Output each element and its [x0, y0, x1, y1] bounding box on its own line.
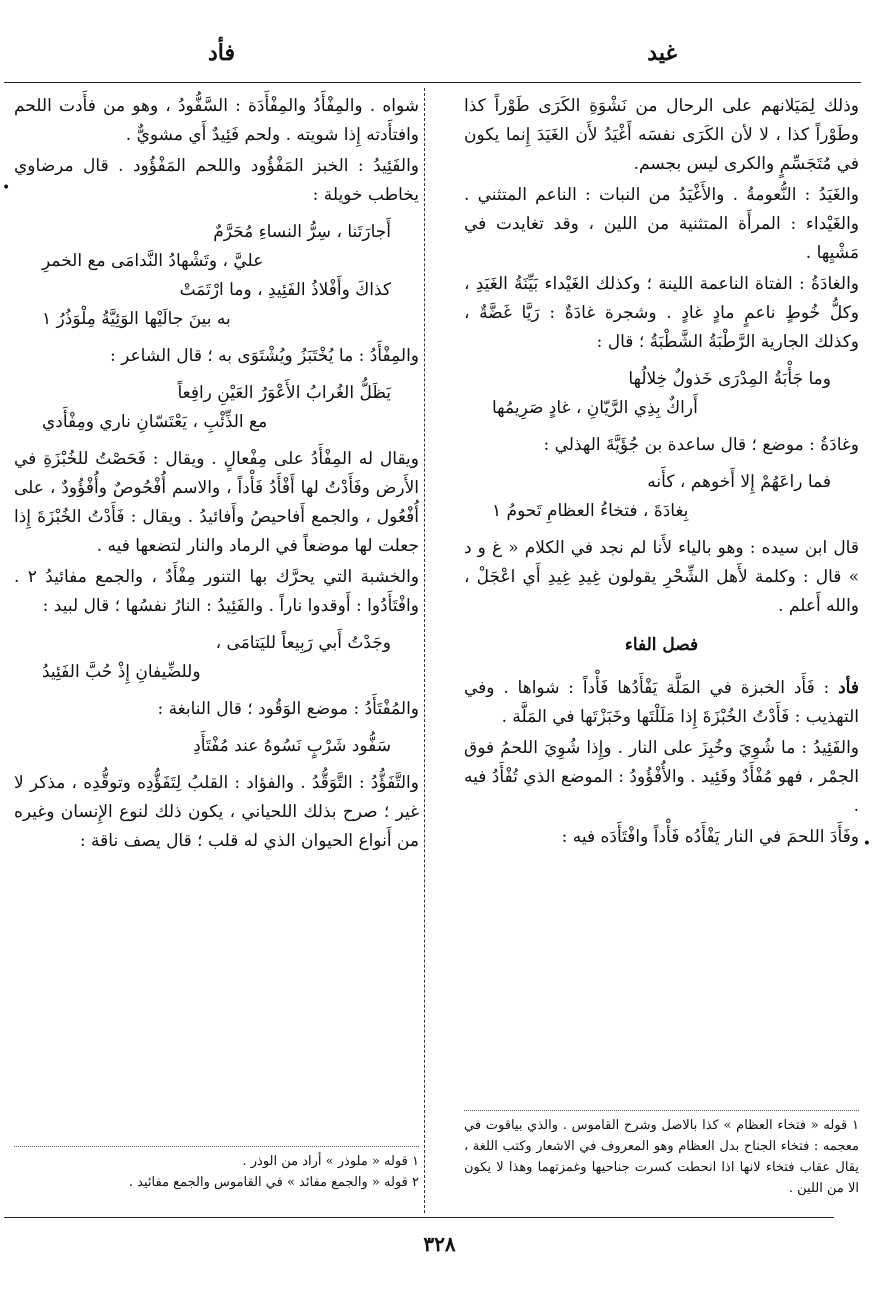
page-number: ٣٢٨	[423, 1232, 456, 1256]
verse-hemistich: أَراكٌ بِذِي الرَّيّانِ ، غادٍ صَرِيمُها	[492, 398, 698, 418]
top-rule	[4, 82, 861, 83]
right-footnotes	[464, 1104, 859, 1199]
entry-text: : فَأَد الخبزة في المَلَّة يَفْأَدُها فَأْداً : شواها . وفي التهذيب : فَأَدْتُ الخُبْزَةَ إِذا مَلَلْتَها وخَبَزْتَها في المَلَّة .	[464, 678, 859, 727]
paragraph: والتَّفَؤُّدُ : التَّوَقُّدُ . والفؤاد : القلبُ لِتَفَؤُّدِه وتوقُّدِه ، مذكر لا غير ؛ صرح بذلك اللحياني ، يكون ذلك لنوع الإِنسان وغيره من أَنواع الحيوان الذي له قلب ؛ قال يصف ناقة :	[14, 773, 419, 851]
verse-hemistich: بِغادَةَ ، فتخاءُ العظامِ تَحومُ ١	[492, 501, 689, 521]
paragraph: والغادَةُ : الفتاة الناعمة اللينة ؛ وكذلك الغَيْداء بَيِّنَةُ الغَيَدِ ، وكلُّ خُوطٍ ناعمٍ مادٍ غادٍ . وشجرة غادَةٌ : رَيَّا غَضَّةٌ ، وكذلك الجارية الرَّطْبَةُ الشَّطْبَةُ ؛ قال :	[464, 274, 859, 352]
verse-hemistich: كذاكَ وأَفْلاذُ الفَئِيدِ ، وما ارْتَمَتْ	[179, 280, 391, 300]
entry-headword: فأد	[838, 678, 859, 698]
verse-hemistich: فما راعَهُمْ إِلا أَخوهم ، كأَنه	[647, 472, 831, 492]
verse	[14, 629, 419, 687]
paragraph: ويقال له المِفْأَدُ على مِفْعالٍ . ويقال : فَحَصْتُ للخُبْزَةِ في الأَرض وفَأَدْتُ لها أَفْأَدُ فَأْداً ، والاسم أُفْحُوصٌ وأُفْؤُودٌ ، على أُفْعُول ، والجمع أَفاحيصُ وأَفائيدُ . ويقال : فَأَدْتُ الخُبْزَةَ إِذا جعلت لها موضعاً في الرماد والنار لتضعها فيه .	[14, 449, 419, 556]
paragraph: والخشبة التي يحرَّك بها التنور مِفْأَدٌ ، والجمع مفائيدُ ٢ . وافْتَأَدُوا : أَوقدوا ناراً . والفَئِيدُ : النارُ نفسُها ؛ قال لبيد :	[14, 567, 420, 616]
footnote: ١ قوله « ملوذر » أراد من الوذر .	[242, 1154, 419, 1169]
verse-hemistich: وللضِّيفانِ إِذْ حُبَّ الفَئِيدُ	[42, 662, 201, 682]
section-title: فصل الفاء	[624, 635, 699, 655]
paragraph: وذلك لِمَيَلانهم على الرحال من نَشْوَةِ الكَرَى طَوْراً كذا وطَوْراً كذا ، لا لأن الكَرَى نفسَه أَغْيَدُ لأَن الغَيَدَ إِنما يكون في مُتَجَسِّمٍ والكرى ليس بجسم.	[464, 96, 859, 174]
footnote: ١ قوله « فتخاء العظام » كذا بالاصل وشرح القاموس . والذي بياقوت في معجمه : فتخاء الجناح بدل العظام وهو المعروف في الاشعار وكتب اللغة ، يقال عقاب فتخاء لانها اذا انحطت كسرت جناحيها وغمزتهما وهذا لا يكون الا من اللين .	[464, 1118, 859, 1196]
paragraph: والفَئِيدُ : ما شُوِيَ وخُبِزَ على النار . وإِذا شُوِيَ اللحمُ فوق الجمْر ، فهو مُفْأَدٌ وفَئِيد . والأُفْؤُودُ : الموضع الذي تُفْأَدُ فيه .	[464, 738, 859, 816]
paragraph: والمِفْأَدُ : ما يُخْتَبَزُ ويُشْتَوَى به ؛ قال الشاعر :	[109, 346, 419, 366]
verse	[14, 218, 419, 334]
margin-dot-mark: •	[862, 836, 871, 852]
verse-hemistich: مع الذِّئْبِ ، يَعْتَسّانِ ناري ومِفْأَدي	[42, 412, 268, 432]
verse-hemistich: وما جَأْبَةُ المِدْرَى خَذولٌ خِلالُها	[628, 369, 831, 389]
footnote-separator	[464, 1110, 859, 1111]
left-footnotes	[14, 1140, 419, 1193]
bottom-rule	[4, 1217, 834, 1218]
entry-paragraph	[464, 674, 859, 732]
verse-hemistich: سَفُّود شَرْبٍ نَسُوهُ عند مُفْتَأَدِ	[193, 736, 391, 756]
paragraph: والغَيَدُ : النُّعومةُ . والأَغْيَدُ من النبات : الناعم المتثني . والغَيْداء : المرأَة المتثنية من اللين ، وقد تغايدت في مَشْيِها .	[464, 185, 859, 263]
left-column	[14, 92, 419, 858]
paragraph: شواه . والمِفْأَدُ والمِفْأَدَة : السَّفُّودُ ، وهو من فأَدت اللحم وافتأَدته إِذا شويته . ولحم فَئِيدٌ أَي مشويٌّ .	[14, 96, 419, 145]
verse	[14, 379, 419, 437]
header-right-word: غيد	[647, 40, 677, 66]
verse-hemistich: أَجارَتَنا ، سِرُّ النساءِ مُحَرَّمٌ	[213, 222, 391, 242]
verse-hemistich: يَظَلُّ الغُرابُ الأَعْوَرُ العَيْنِ رافِعاً	[177, 383, 391, 403]
verse	[14, 732, 419, 761]
right-column	[464, 92, 859, 854]
verse-hemistich: عليَّ ، وتَشْهادُ النَّدامَى مع الخمرِ	[42, 251, 264, 271]
paragraph: وفَأَدَ اللحمَ في النار يَفْأَدُه فَأْداً وافْتَأَدَه فيه :	[561, 827, 859, 847]
verse-hemistich: به بينَ جالَيْها الوَئِيَّةُ مِلْوَذُرُ ١	[42, 309, 231, 329]
paragraph: والفَئِيدُ : الخبز المَفْؤُود واللحم المَفْؤُود . قال مرضاوي يخاطب خويلة :	[14, 156, 419, 205]
verse	[464, 468, 859, 526]
header-left-word: فأد	[208, 40, 236, 66]
paragraph: قال ابن سيده : وهو بالياء لأَنا لم نجد في الكلام « غ و د » قال : وكلمة لأَهل الشِّحْرِ يقولون غِيدِ غِيدِ أَي اعْجَلْ ، والله أَعلم .	[464, 538, 859, 616]
verse-hemistich: وجَدْتُ أَبي رَبِيعاً لليَتامَى ،	[215, 633, 391, 653]
verse	[464, 365, 859, 423]
paragraph: وغادَةُ : موضع ؛ قال ساعدة بن جُؤَيَّةَ الهذلي :	[543, 435, 859, 455]
footnote: ٢ قوله « والجمع مفائد » في القاموس والجمع مفائيد .	[128, 1175, 419, 1190]
footnote-separator	[14, 1146, 419, 1147]
margin-dot-mark: •	[2, 180, 11, 196]
column-divider	[424, 88, 425, 1213]
paragraph: والمُفْتَأَدُ : موضع الوَقُود ؛ قال النابغة :	[157, 699, 419, 719]
